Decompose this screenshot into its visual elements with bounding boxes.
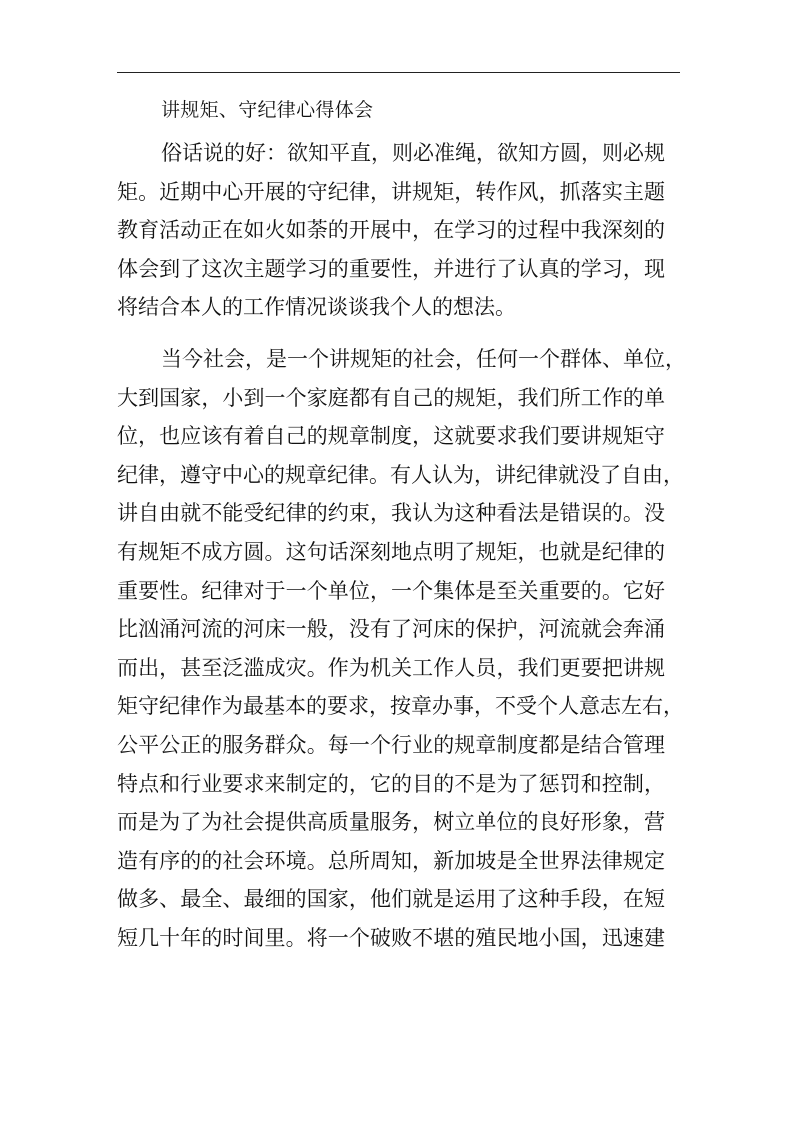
document-title: 讲规矩、守纪律心得体会: [161, 99, 374, 121]
paragraph-line: 俗话说的好：欲知平直，则必准绳，欲知方圆，则必规: [161, 141, 665, 165]
paragraph-line: 造有序的的社会环境。总所周知，新加坡是全世界法律规定: [117, 848, 665, 873]
paragraph-line: 讲自由就不能受纪律的约束，我认为这种看法是错误的。没: [117, 501, 665, 526]
paragraph-line: 而是为了为社会提供高质量服务，树立单位的良好形象，营: [117, 810, 665, 835]
paragraph-line: 公平公正的服务群众。每一个行业的规章制度都是结合管理: [117, 732, 665, 757]
paragraph-intro: [117, 134, 665, 327]
header-rule: [117, 72, 680, 73]
paragraph-body: [117, 340, 686, 958]
paragraph-line: 有规矩不成方圆。这句话深刻地点明了规矩，也就是纪律的: [117, 539, 665, 564]
paragraph-line: 矩守纪律作为最基本的要求，按章办事，不受个人意志左右，: [117, 694, 684, 719]
paragraph-line: 特点和行业要求来制定的，它的目的不是为了惩罚和控制，: [117, 771, 665, 796]
paragraph-line: 位，也应该有着自己的规章制度，这就要求我们要讲规矩守: [117, 424, 665, 449]
paragraph-line: 教育活动正在如火如荼的开展中，在学习的过程中我深刻的: [117, 218, 665, 243]
paragraph-line: 而出，甚至泛滥成灾。作为机关工作人员，我们更要把讲规: [117, 655, 665, 680]
paragraph-line: 当今社会，是一个讲规矩的社会，任何一个群体、单位，: [161, 347, 686, 371]
paragraph-line: 将结合本人的工作情况谈谈我个人的想法。: [117, 295, 516, 320]
paragraph-line: 做多、最全、最细的国家，他们就是运用了这种手段，在短: [117, 887, 665, 912]
paragraph-line: 纪律，遵守中心的规章纪律。有人认为，讲纪律就没了自由，: [117, 462, 684, 487]
paragraph-line: 短几十年的时间里。将一个破败不堪的殖民地小国，迅速建: [117, 925, 665, 950]
paragraph-line: 重要性。纪律对于一个单位，一个集体是至关重要的。它好: [117, 578, 665, 603]
paragraph-line: 比汹涌河流的河床一般，没有了河床的保护，河流就会奔涌: [117, 617, 665, 642]
paragraph-line: 矩。近期中心开展的守纪律，讲规矩，转作风，抓落实主题: [117, 179, 665, 204]
paragraph-line: 体会到了这次主题学习的重要性，并进行了认真的学习，现: [117, 256, 665, 281]
paragraph-line: 大到国家，小到一个家庭都有自己的规矩，我们所工作的单: [117, 385, 665, 410]
